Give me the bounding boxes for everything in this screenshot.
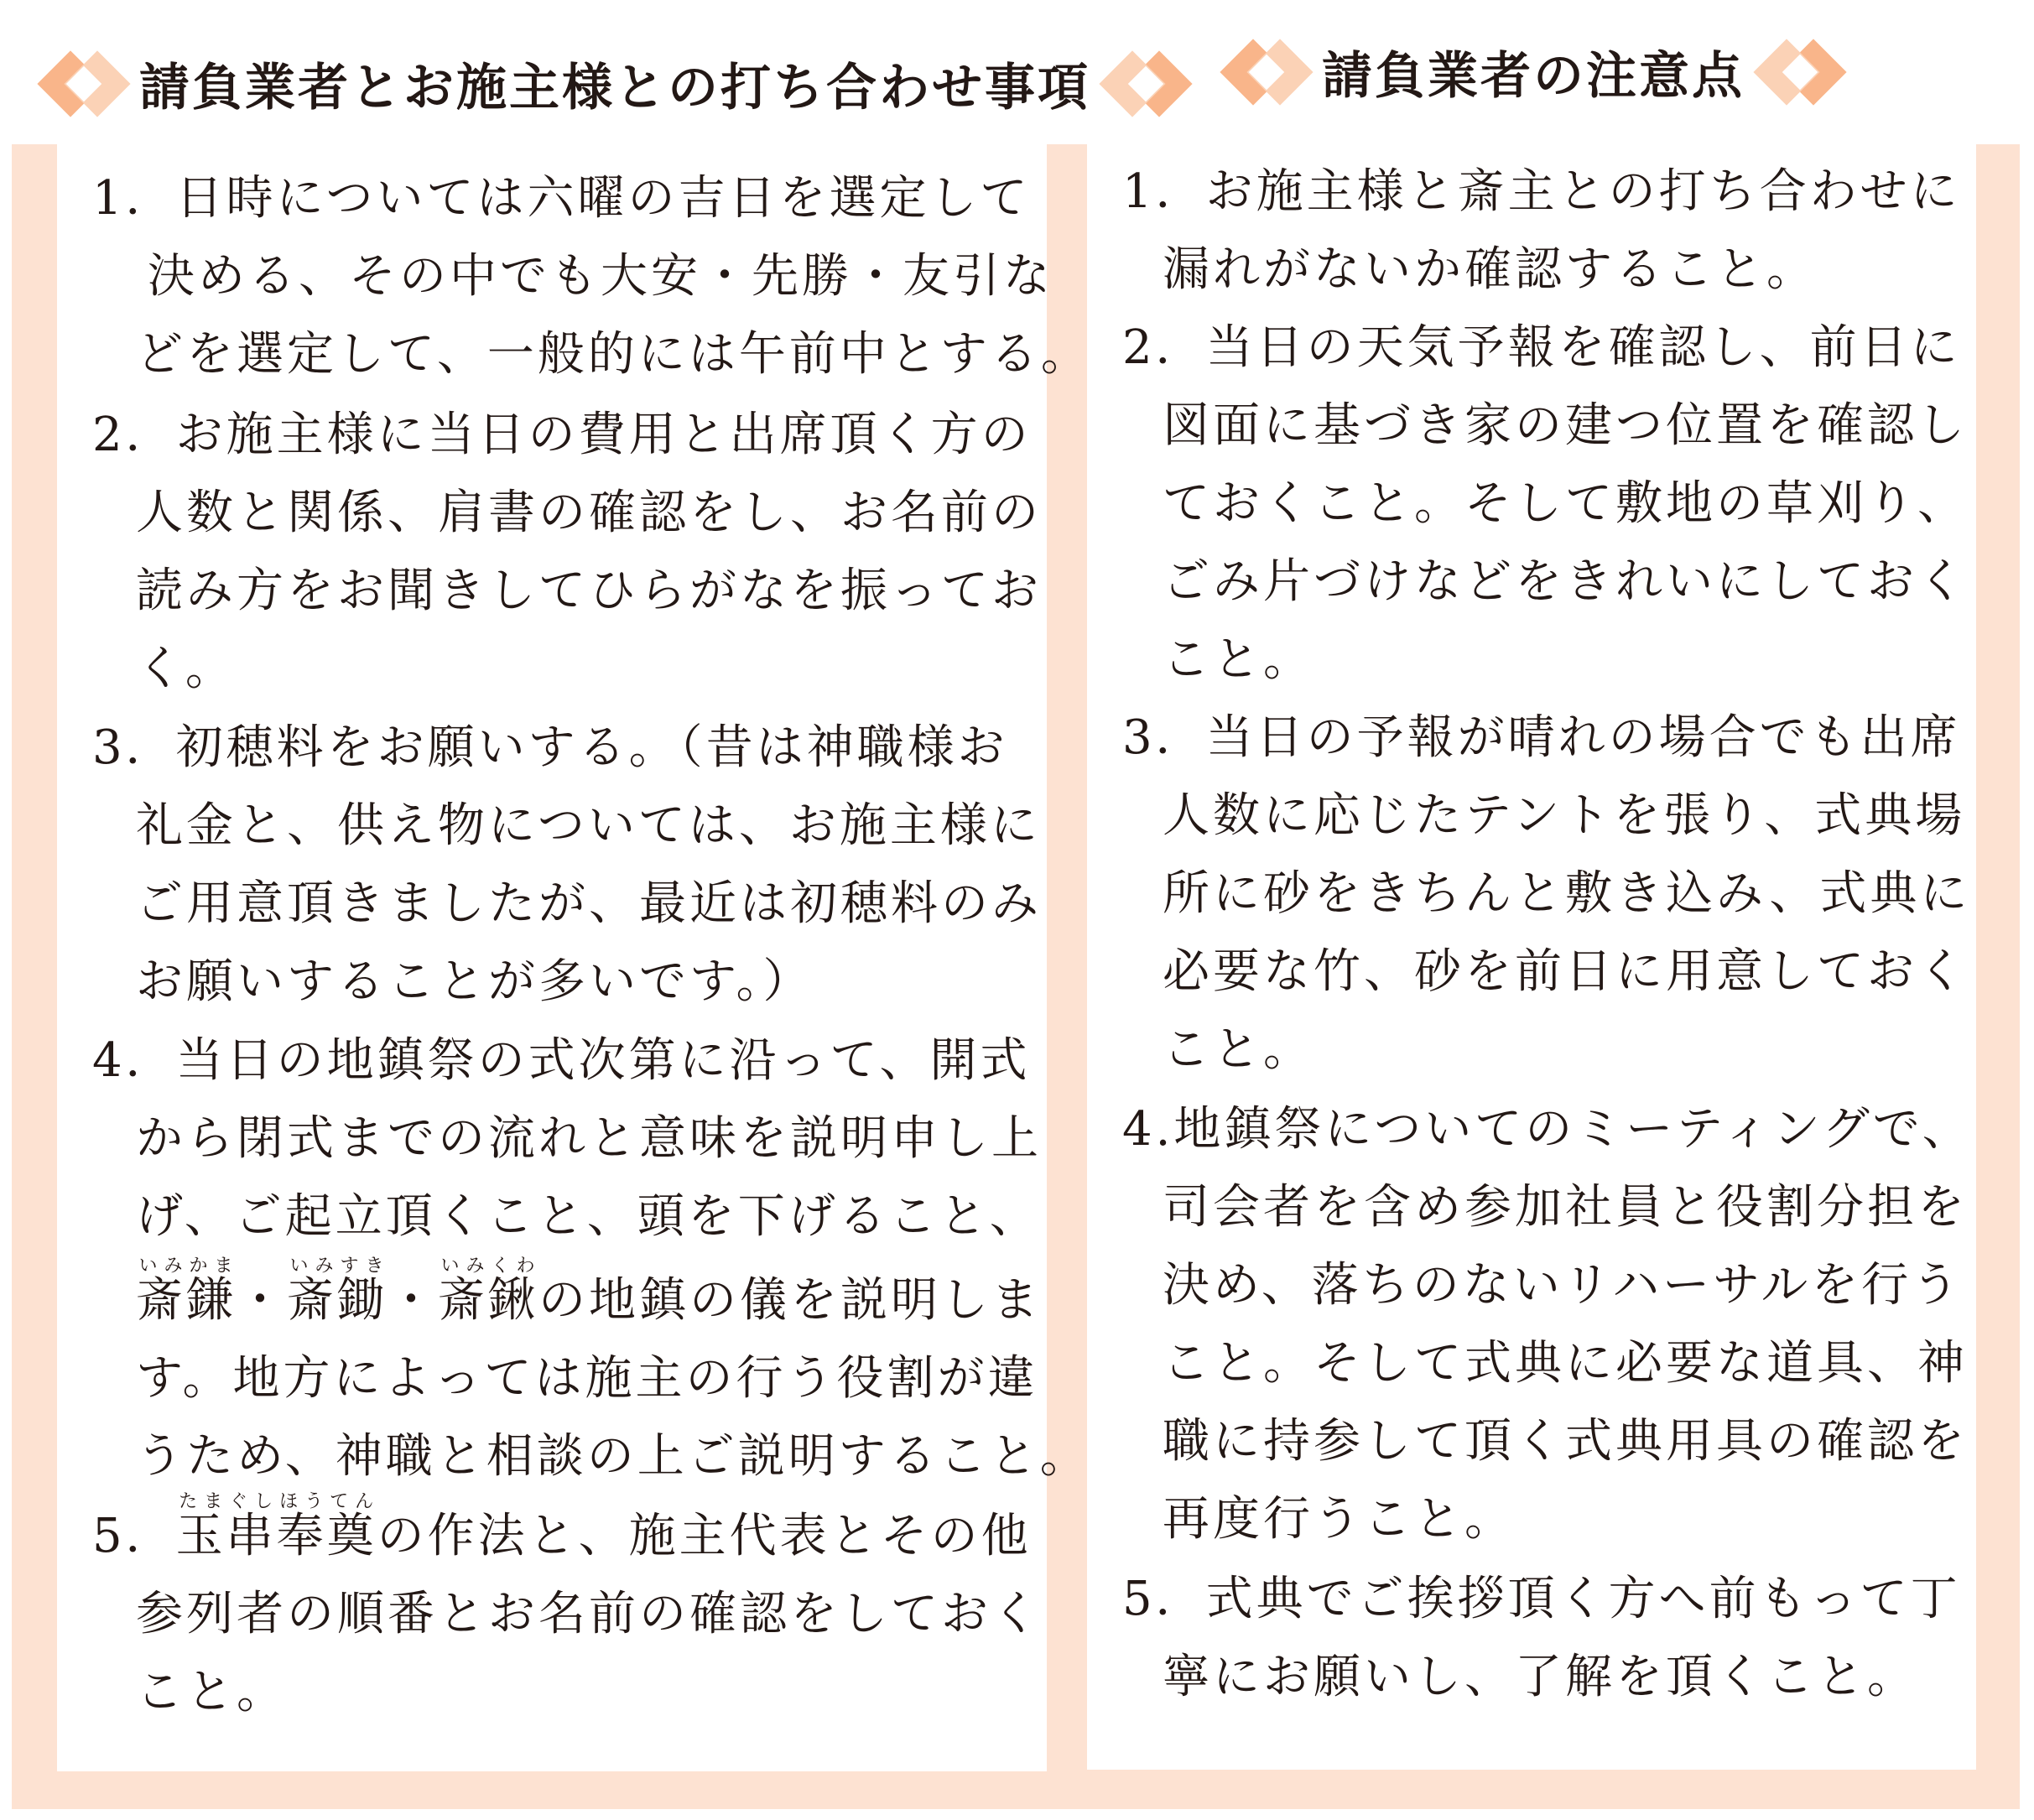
- text-line: ておくこと。そして敷地の草刈り、: [1163, 476, 1968, 531]
- text-line: 1．お施主様と斎主との打ち合わせに: [1122, 164, 1961, 219]
- right-item-2: [1122, 309, 1968, 699]
- text-line: どを選定して、一般的には午前中とする。: [136, 327, 1091, 382]
- ruby-word: 斎鋤いみすき: [287, 1256, 388, 1328]
- text-line: ご用意頂きましたが、最近は初穂料のみ: [136, 876, 1042, 931]
- text-line: 4.地鎮祭についてのミーティングで、: [1122, 1102, 1973, 1157]
- text-line: こと。: [1163, 1022, 1314, 1077]
- text-line: 寧にお願いし、了解を頂くこと。: [1163, 1650, 1917, 1704]
- text-line: 必要な竹、砂を前日に用意しておく: [1163, 944, 1968, 999]
- text-line: 人数と関係、肩書の確認をし、お名前の: [136, 486, 1042, 540]
- ruby-line: 5．玉串奉奠たまぐしほうてんの作法と、施主代表とその他: [92, 1491, 1032, 1563]
- text-line: 3．初穂料をお願いする。（昔は神職様お: [92, 720, 1008, 775]
- text-line: 5．式典でご挨拶頂く方へ前もって丁: [1122, 1572, 1961, 1626]
- text-line: 司会者を含め参加社員と役割分担を: [1163, 1180, 1968, 1235]
- text-line: 再度行うこと。: [1163, 1492, 1515, 1547]
- text-line: 漏れがないか確認すること。: [1163, 242, 1817, 297]
- text-line: 2．当日の天気予報を確認し、前日に: [1122, 320, 1961, 375]
- ruby-word: 斎鎌いみかま: [136, 1256, 237, 1328]
- text-line: こと。: [136, 1665, 287, 1719]
- left-item-4: [92, 1022, 1090, 1495]
- text-line: お願いすることが多いです。）: [136, 954, 814, 1009]
- text-line: から閉式までの流れと意味を説明申し上: [136, 1111, 1042, 1166]
- text-line: 1．日時については六曜の吉日を選定して: [92, 171, 1031, 226]
- diamond-ornament-icon: [44, 44, 124, 124]
- ruby-word: 斎鍬いみくわ: [438, 1256, 538, 1328]
- text-line: 4．当日の地鎮祭の式次第に沿って、開式: [92, 1033, 1031, 1088]
- text-line: く。: [136, 642, 236, 696]
- text-line: 所に砂をきちんと敷き込み、式典に: [1163, 866, 1971, 921]
- text-line: こと。そして式典に必要な道具、神: [1163, 1336, 1968, 1391]
- right-item-5: [1122, 1560, 1961, 1716]
- diamond-ornament-icon: [1226, 32, 1307, 112]
- text-line: 礼金と、供え物については、お施主様に: [136, 798, 1041, 853]
- right-item-1: [1122, 153, 1961, 309]
- right-heading: [1226, 32, 1840, 112]
- right-item-4: [1122, 1090, 1973, 1558]
- text-line: 参列者の順番とお名前の確認をしておく: [136, 1587, 1042, 1641]
- text-line: 3．当日の予報が晴れの場合でも出席: [1122, 710, 1961, 765]
- diamond-ornament-icon: [1105, 44, 1186, 124]
- text-line: うため、神職と相談の上ご説明すること。: [136, 1429, 1090, 1484]
- text-line: 人数に応じたテントを張り、式典場: [1163, 788, 1966, 843]
- text-line: 決め、落ちのないリハーサルを行う: [1163, 1258, 1963, 1313]
- left-heading: [44, 44, 1186, 124]
- right-item-3: [1122, 699, 1970, 1089]
- text-line: げ、ご起立頂くこと、頭を下げること、: [136, 1189, 1040, 1244]
- text-line: 読み方をお聞きしてひらがなを振ってお: [136, 564, 1042, 618]
- diamond-ornament-icon: [1760, 32, 1840, 112]
- text-line: す。地方によっては施主の行う役割が違: [136, 1351, 1038, 1406]
- left-item-2: [92, 396, 1042, 708]
- text-line: 図面に基づき家の建つ位置を確認し: [1163, 398, 1968, 453]
- text-line: 決める、その中でも大安・先勝・友引な: [148, 249, 1053, 304]
- text-line: 職に持参して頂く式典用具の確認を: [1163, 1414, 1968, 1469]
- text-line: 2．お施主様に当日の費用と出席頂く方の: [92, 408, 1032, 462]
- left-item-3: [92, 709, 1042, 1021]
- left-item-1: [92, 159, 1091, 393]
- ruby-word: 玉串奉奠たまぐしほうてん: [175, 1491, 377, 1563]
- left-title: 請負業者とお施主様との打ち合わせ事項: [139, 59, 1090, 117]
- text-line: こと。: [1163, 632, 1314, 687]
- ruby-line: 斎鎌いみかま・斎鋤いみすき・斎鍬いみくわの地鎮の儀を説明しま: [136, 1256, 1042, 1328]
- text-line: ごみ片づけなどをきれいにしておく: [1163, 554, 1968, 609]
- left-item-5: [92, 1491, 1042, 1731]
- right-title: 請負業者の注意点: [1322, 47, 1745, 106]
